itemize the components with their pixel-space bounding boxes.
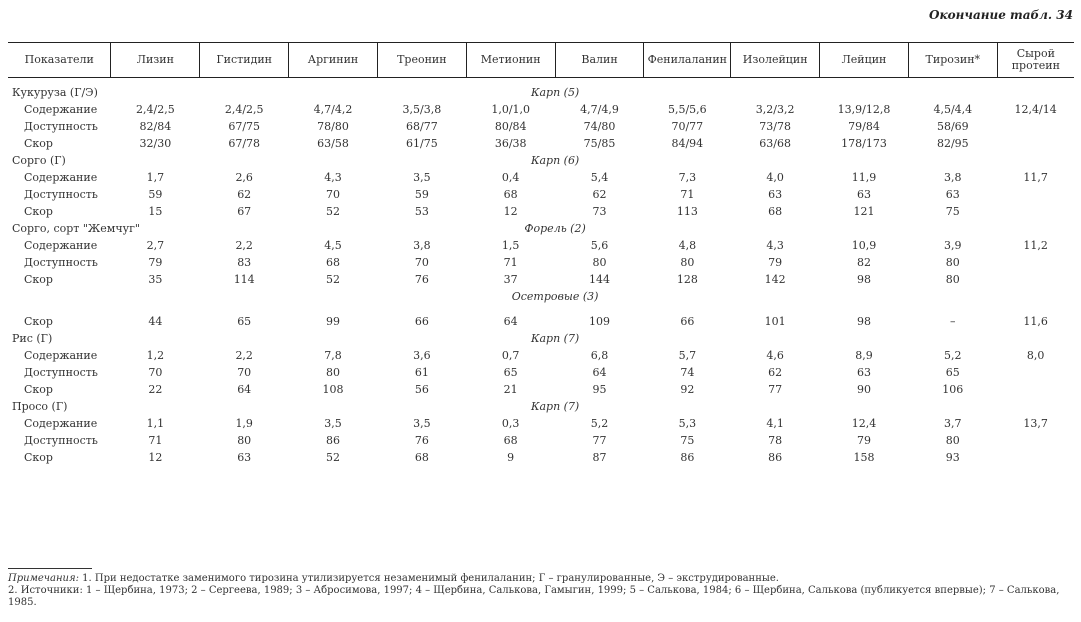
header-row [8, 43, 1074, 78]
table-cell: 5,2 [944, 348, 962, 362]
table-cell: 3,2/3,2 [755, 102, 795, 116]
table-cell: 12,4/14 [1014, 102, 1057, 116]
table-cell: 78/80 [317, 119, 349, 133]
table-cell: 70/77 [671, 119, 704, 133]
table-cell: 32/30 [139, 136, 172, 150]
table-cell: 68 [503, 433, 518, 447]
row-label: Содержание [24, 102, 98, 116]
fish-species: Карп (6) [530, 153, 580, 167]
table-cell: 4,6 [766, 348, 784, 362]
table-cell: 2,6 [235, 170, 253, 184]
row-label: Доступность [24, 187, 98, 201]
table-continuation-caption: Окончание табл. 34 [929, 8, 1073, 22]
table-cell: 106 [942, 382, 964, 396]
table-cell: 8,9 [855, 348, 873, 362]
table-cell [997, 449, 1074, 466]
table-cell: 4,5/4,4 [933, 102, 973, 116]
table-cell: 12 [148, 450, 163, 464]
table-cell: 86 [326, 433, 341, 447]
table-cell: 63 [237, 450, 252, 464]
table-cell: 8,0 [1026, 348, 1045, 362]
table-cell: 63 [945, 187, 960, 201]
table-cell [997, 203, 1074, 220]
table-body [8, 78, 1074, 466]
table-cell: 3,5/3,8 [402, 102, 442, 116]
table-cell: 58/69 [936, 119, 969, 133]
table-cell: 5,2 [590, 416, 609, 430]
fish-species: Карп (7) [530, 331, 580, 345]
table-cell: 68 [326, 255, 341, 269]
table-cell: 71 [148, 433, 163, 447]
row-label: Содержание [24, 238, 98, 252]
table-cell: 84/94 [671, 136, 704, 150]
table-cell [997, 364, 1074, 381]
table-cell: 11,9 [851, 170, 877, 184]
feed-name: Сорго, сорт "Жемчуг" [12, 221, 140, 235]
table-cell: 73 [592, 204, 607, 218]
column-header: Изолейцин [731, 43, 820, 78]
table-cell: 4,7/4,9 [580, 102, 619, 116]
table-cell: 3,9 [944, 238, 962, 252]
table-cell: 52 [326, 204, 341, 218]
fish-species: Форель (2) [524, 221, 586, 235]
table-cell: 95 [592, 382, 607, 396]
table-cell: 4,0 [766, 170, 784, 184]
table-cell: 108 [322, 382, 344, 396]
table-cell: 63/58 [317, 136, 349, 150]
table-row [8, 186, 1074, 203]
footnote-1-text: 1. При недостатке заменимого тирозина утилизируется незаменимый фенилаланин; Г – гранулированные, Э – экструдированные. [78, 573, 779, 584]
table-cell: 70 [326, 187, 341, 201]
column-header: Сырой протеин [997, 43, 1074, 78]
section-header-row [8, 84, 1074, 101]
table-cell: 79/84 [848, 119, 880, 133]
table-cell: 61 [414, 365, 429, 379]
column-header: Фенилаланин [644, 43, 731, 78]
table-cell: 75 [945, 204, 960, 218]
footnote-rule [8, 568, 92, 569]
table-cell: 2,7 [146, 238, 165, 252]
row-label: Скор [24, 136, 53, 150]
row-label: Скор [24, 382, 53, 396]
table-cell: 65 [945, 365, 960, 379]
section-header-row [8, 288, 1074, 305]
table-row [8, 347, 1074, 364]
table-cell: 63/68 [759, 136, 791, 150]
section-header-row [8, 152, 1074, 169]
table-cell: 3,5 [324, 416, 342, 430]
table-cell: 128 [676, 272, 698, 286]
table-cell: 82/95 [936, 136, 969, 150]
table-cell: 44 [148, 314, 163, 328]
table-cell: 59 [414, 187, 429, 201]
table-row [8, 101, 1074, 118]
table-cell: 80 [945, 255, 960, 269]
table-cell: 65 [237, 314, 252, 328]
table-cell: 5,5/5,6 [667, 102, 707, 116]
section-header-row [8, 220, 1074, 237]
table-cell: 4,1 [766, 416, 784, 430]
table-cell: 5,6 [590, 238, 609, 252]
table-cell: 68 [414, 450, 429, 464]
table-cell [997, 254, 1074, 271]
table-cell: 7,8 [324, 348, 342, 362]
table-cell: 64 [503, 314, 518, 328]
table-cell: 71 [680, 187, 695, 201]
table-cell: 3,7 [944, 416, 962, 430]
table-cell [997, 118, 1074, 135]
table-cell: 6,8 [590, 348, 609, 362]
table-row [8, 364, 1074, 381]
table-cell [997, 271, 1074, 288]
amino-acid-table [8, 42, 1074, 466]
table-cell: 1,9 [235, 416, 253, 430]
table-cell: 4,7/4,2 [313, 102, 353, 116]
table-cell: 4,3 [324, 170, 342, 184]
table-cell: 2,4/2,5 [224, 102, 264, 116]
table-cell: 67 [237, 204, 252, 218]
table-cell: 62 [237, 187, 252, 201]
table-cell: 80 [592, 255, 607, 269]
row-label: Доступность [24, 365, 98, 379]
table-cell: 80 [326, 365, 341, 379]
table-cell: 86 [680, 450, 695, 464]
table-row [8, 118, 1074, 135]
table-cell: 66 [414, 314, 429, 328]
table-cell [997, 381, 1074, 398]
table-cell: 98 [856, 314, 871, 328]
table-cell: 15 [148, 204, 163, 218]
table-row [8, 381, 1074, 398]
table-cell: 37 [503, 272, 518, 286]
table-cell: 92 [680, 382, 695, 396]
table-cell: 3,5 [413, 416, 431, 430]
footnote-2: 2. Источники: 1 – Щербина, 1973; 2 – Сергеева, 1989; 3 – Абросимова, 1997; 4 – Щербина, Салькова, Гамыгин, 1999; 5 – Салькова, 1984; 6 – Щербина, Салькова (публикуется впервые); 7 – Салькова, 1985. [8, 585, 1060, 608]
row-label: Содержание [24, 170, 98, 184]
table-cell: 121 [853, 204, 875, 218]
footnote-1 [8, 573, 1074, 585]
table-cell: 1,5 [501, 238, 520, 252]
table-cell: 12,4 [851, 416, 877, 430]
table-cell: 76 [414, 272, 429, 286]
table-cell: 3,6 [413, 348, 431, 362]
table-cell: 3,5 [413, 170, 431, 184]
table-cell: 2,2 [235, 348, 253, 362]
table-cell: 2,4/2,5 [136, 102, 175, 116]
table-cell [997, 432, 1074, 449]
table-cell: 52 [326, 450, 341, 464]
table-cell: 82/84 [139, 119, 172, 133]
table-cell: 99 [326, 314, 341, 328]
table-cell: 114 [233, 272, 255, 286]
table-cell: 113 [676, 204, 698, 218]
footnotes [8, 568, 1074, 609]
table-cell: 83 [237, 255, 252, 269]
fish-species: Карп (5) [530, 85, 580, 99]
section-header-row [8, 330, 1074, 347]
table-row [8, 313, 1074, 330]
row-label: Содержание [24, 348, 98, 362]
column-header: Лейцин [820, 43, 909, 78]
table-cell: 80/84 [494, 119, 527, 133]
table-row [8, 135, 1074, 152]
table-cell: 4,3 [766, 238, 784, 252]
table-cell: 68 [768, 204, 783, 218]
table-cell: 77 [768, 382, 783, 396]
table-cell: 12 [503, 204, 518, 218]
table-cell: 53 [414, 204, 429, 218]
table-cell: 11,6 [1023, 314, 1048, 328]
table-row [8, 271, 1074, 288]
table-cell: 9 [507, 450, 515, 464]
table-cell: 0,4 [501, 170, 520, 184]
table-cell: 56 [414, 382, 429, 396]
table-cell: 62 [592, 187, 607, 201]
table-cell: 67/75 [228, 119, 261, 133]
table-cell: 22 [148, 382, 163, 396]
row-label: Скор [24, 204, 53, 218]
table-cell: 87 [592, 450, 607, 464]
table-cell: 5,3 [678, 416, 697, 430]
column-header: Лизин [111, 43, 200, 78]
table-cell: 80 [237, 433, 252, 447]
table-cell: 4,5 [324, 238, 342, 252]
table-cell: 79 [768, 255, 783, 269]
row-label: Доступность [24, 119, 98, 133]
table-cell: 71 [503, 255, 518, 269]
table-cell: 3,8 [413, 238, 431, 252]
table-cell: 66 [680, 314, 695, 328]
table-cell: 109 [589, 314, 610, 328]
table-cell: 142 [764, 272, 786, 286]
table-row [8, 254, 1074, 271]
table-cell: 36/38 [494, 136, 527, 150]
fish-species: Карп (7) [530, 399, 580, 413]
table-cell: 90 [856, 382, 871, 396]
table-cell: 73/78 [759, 119, 791, 133]
table-row [8, 237, 1074, 254]
table-row [8, 203, 1074, 220]
table-cell: 5,4 [590, 170, 609, 184]
table-cell: 86 [768, 450, 783, 464]
table-cell: 13,9/12,8 [837, 102, 891, 116]
column-header: Валин [555, 43, 644, 78]
row-label: Доступность [24, 433, 98, 447]
column-header: Треонин [377, 43, 466, 78]
section-header-row [8, 398, 1074, 415]
table-cell: 77 [592, 433, 607, 447]
table-cell: 75 [680, 433, 695, 447]
table-cell: 79 [148, 255, 163, 269]
footnote-label: Примечания: [8, 573, 79, 584]
table-cell: 1,1 [146, 416, 165, 430]
table-cell: 74 [680, 365, 695, 379]
table-cell: 93 [945, 450, 960, 464]
table-cell: 63 [768, 187, 783, 201]
table-cell: 1,0/1,0 [491, 102, 531, 116]
table-cell: 59 [148, 187, 163, 201]
table-cell: 76 [414, 433, 429, 447]
table-cell: 52 [326, 272, 341, 286]
table-cell: 3,8 [944, 170, 962, 184]
table-row [8, 169, 1074, 186]
table-cell: 158 [853, 450, 875, 464]
table-cell: 0,7 [501, 348, 520, 362]
row-label: Скор [24, 450, 53, 464]
table-cell: 11,7 [1023, 170, 1048, 184]
column-header: Метионин [466, 43, 555, 78]
column-header: Тирозин* [908, 43, 997, 78]
table-cell: 70 [148, 365, 163, 379]
table-cell: 63 [856, 365, 871, 379]
table-cell: 82 [856, 255, 871, 269]
feed-name: Рис (Г) [12, 331, 53, 345]
table-cell: 65 [503, 365, 518, 379]
table-cell: 64 [592, 365, 607, 379]
table-row [8, 432, 1074, 449]
table-cell: 10,9 [851, 238, 877, 252]
table-cell: 68/77 [406, 119, 438, 133]
table-cell: 11,2 [1023, 238, 1048, 252]
table-cell: 13,7 [1023, 416, 1048, 430]
table-cell: 68 [503, 187, 518, 201]
feed-name [8, 288, 466, 305]
feed-name: Кукуруза (Г/Э) [12, 85, 98, 99]
table-cell: 5,7 [678, 348, 697, 362]
table-cell: 79 [856, 433, 871, 447]
table-cell: 0,3 [501, 416, 520, 430]
table-cell: 74/80 [583, 119, 616, 133]
table-cell [997, 186, 1074, 203]
table-cell: 1,2 [146, 348, 165, 362]
table-cell: 63 [856, 187, 871, 201]
table-cell: 80 [680, 255, 695, 269]
row-label: Скор [24, 272, 53, 286]
table-cell: 78 [768, 433, 783, 447]
table-row [8, 449, 1074, 466]
table-cell: 67/78 [228, 136, 261, 150]
column-header: Показатели [8, 43, 111, 78]
table-cell: 75/85 [583, 136, 616, 150]
row-label: Содержание [24, 416, 98, 430]
table-cell: 1,7 [146, 170, 165, 184]
table-cell: 61/75 [406, 136, 438, 150]
table-cell: 2,2 [235, 238, 253, 252]
table-cell: 70 [414, 255, 429, 269]
feed-name: Сорго (Г) [12, 153, 66, 167]
fish-species: Осетровые (3) [511, 289, 599, 303]
column-header: Гистидин [200, 43, 289, 78]
table-cell: 64 [237, 382, 252, 396]
column-header: Аргинин [289, 43, 378, 78]
table-cell: 70 [237, 365, 252, 379]
table-row [8, 415, 1074, 432]
table-cell: 21 [503, 382, 518, 396]
row-label: Скор [24, 314, 53, 328]
table-cell: 4,8 [678, 238, 697, 252]
table-cell: – [950, 314, 956, 328]
row-label: Доступность [24, 255, 98, 269]
table-cell: 178/173 [841, 136, 887, 150]
table-cell: 62 [768, 365, 783, 379]
table-cell [997, 135, 1074, 152]
table-cell: 144 [589, 272, 610, 286]
feed-name: Просо (Г) [12, 399, 68, 413]
table-cell: 7,3 [678, 170, 697, 184]
table-cell: 80 [945, 272, 960, 286]
table-cell: 35 [148, 272, 163, 286]
table-cell: 80 [945, 433, 960, 447]
table-cell: 98 [856, 272, 871, 286]
table-cell: 101 [764, 314, 786, 328]
